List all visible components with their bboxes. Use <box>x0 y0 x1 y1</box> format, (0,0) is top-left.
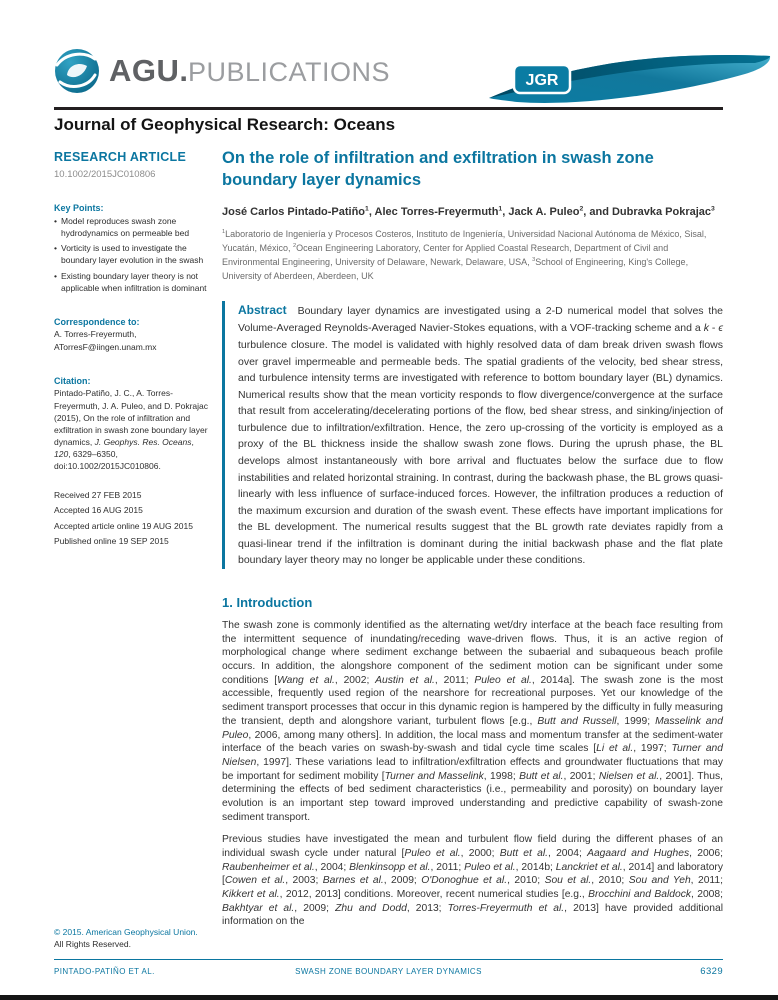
intro-paragraph-2: Previous studies have investigated the mean and turbulent flow field during the different phases of an individual swash cycle under natural [Puleo et al., 2000; Butt et al., 2004; Aagaard and Hughes, 2006; Raubenheimer et al., 2004; Blenkinsopp et al., 2011; Puleo et al., 2014b; Lanckriet et al., 2014] and laboratory [Cowen et al., 2003; Barnes et al., 2009; O'Donoghue et al., 2010; Sou et al., 2010; Sou and Yeh, 2011; Kikkert et al., 2012, 2013] conditions. Moreover, recent numerical studies [e.g., Brocchini and Baldock, 2008; Bakhtyar et al., 2009; Zhu and Dodd, 2013; Torres-Freyermuth et al., 2013] have provided additional information on the <box>222 834 724 928</box>
footer-page-number: 6329 <box>700 966 723 977</box>
key-point-item: • Model reproduces swash zone hydrodynamics on permeable bed <box>54 216 209 239</box>
author-list: José Carlos Pintado-Patiño$^1$, Alec Torres-Freyermuth$^1$, Jack A. Puleo$^2$, and Dubravka Pokrajac$^3$ <box>222 204 715 218</box>
abstract-text: Boundary layer dynamics are investigated using a 2-D numerical model that solves the Volume-Averaged Reynolds-Averaged Navier-Stokes equations, with a VOF-tracking scheme and a k - ϵ turbulence closure. The model is validated with highly resolved data of dam break driven swash flows over gravel impermeable and permeable beds. The spatial gradients of the velocity, bed shear stress, and turbulence intensity terms are investigated with reference to bottom boundary layer (BL) dynamics. Numerical results show that the mean vorticity responds to flow divergence/convergence at the surface that result from accelerating/decelerating portions of the flow, bed shear stress, and sinking/injection of turbulence due to infiltration/exfiltration. Hence, the zero up-crossing of the vorticity is employed as a proxy of the BL thickness inside the shallow swash zone flows. During the uprush phase, the BL develops almost instantaneously with bore arrival and fluctuates below the surface due to flow instabilities and related horizontal straining. In contrast, during the backwash phase, the BL grows quasi-linearly with less influence of surface-induced forces. However, the infiltration produces a reduction of the maximum excursion and duration of the swash event. These effects have important implications for the BL development. The numerical results suggest that the BL growth rate deviates rapidly from a quasi-linear trend if the infiltration is dominant during the initial backwash phase and the flat plate boundary layer theory may no longer be applicable under these conditions. <box>238 305 724 567</box>
journal-title-rule <box>54 107 723 110</box>
footer-rule <box>54 959 723 960</box>
published-online-date: Published online 19 SEP 2015 <box>54 536 169 547</box>
abstract-section <box>222 301 723 569</box>
correspondence-name: A. Torres-Freyermuth, <box>54 329 137 340</box>
footer-running-title: SWASH ZONE BOUNDARY LAYER DYNAMICS <box>295 967 482 976</box>
article-history <box>54 488 209 549</box>
accepted-date: Accepted 16 AUG 2015 <box>54 505 143 516</box>
publications-name: PUBLICATIONS <box>188 57 391 87</box>
article-type-label: RESEARCH ARTICLE <box>54 150 187 164</box>
bottom-edge-bar <box>0 995 778 1000</box>
key-point-item: • Existing boundary layer theory is not applicable when infiltration is dominant <box>54 271 209 294</box>
key-points-heading: Key Points: <box>54 203 104 213</box>
introduction-heading: 1. Introduction <box>222 595 313 611</box>
doi: 10.1002/2015JC010806 <box>54 169 156 180</box>
intro-paragraph-1: The swash zone is commonly identified as the alternating wet/dry interface at the beach face resulting from the intermittent sequence of inundating/receding wave-driven flows. Thus, it is an active region of morphological change where sediment exchange between the subaerial and subaqueous beach profile occurs. In addition, the alongshore component of the sediment motion can be significant under some conditions [Wang et al., 2002; Austin et al., 2011; Puleo et al., 2014a]. The swash zone is the most accessible, frequently used region of the nearshore for recreational purposes. Yet our knowledge of the sediment transport processes that occur in this dynamic region is hampered by the difficulty in fully measuring the transient, depth and alongshore variant, turbulent flows [e.g., Butt and Russell, 1999; Masselink and Puleo, 2006, among many others]. In addition, the local mass and momentum transfer at the sediment-water interface of the beach varies on swash-by-swash and tidal cycle time scales [Li et al., 1997; Turner and Nielsen, 1997]. These variations lead to infiltration/exfiltration effects and groundwater fluctuations that may be important for sediment mobility [Turner and Masselink, 1998; Butt et al., 2001; Nielsen et al., 2001]. Thus, determining the effects of bed sediment characteristics (i.e., permeability and porosity) on boundary layer evolution is an important step toward improved understanding and predictive capability of swash-zone sediment transport. <box>222 620 723 823</box>
correspondence-email[interactable]: ATorresF@iingen.unam.mx <box>54 342 157 353</box>
jgr-swoosh-icon <box>487 50 772 106</box>
accepted-online-date: Accepted article online 19 AUG 2015 <box>54 520 193 531</box>
received-date: Received 27 FEB 2015 <box>54 489 142 500</box>
agu-wordmark <box>109 53 390 89</box>
footer-authors: PINTADO-PATIÑO ET AL. <box>54 967 155 976</box>
affiliation-list: $^1$Laboratorio de Ingeniería y Procesos Costeros, Instituto de Ingeniería, Universidad Nacional Autónoma de México, Sisal, Yucatán, México, $^2$Ocean Engineering Laboratory, Center for Applied Coastal Research, Department of Civil and Environmental Engineering, University of Delaware, Newark, Delaware, USA, $^3$School of Engineering, King's College, University of Aberdeen, Aberdeen, UK <box>222 228 707 282</box>
wordmark-separator: . <box>179 53 189 88</box>
jgr-badge-label: JGR <box>525 72 559 89</box>
citation-text: Pintado-Patiño, J. C., A. Torres-Freyermuth, J. A. Puleo, and D. Pokrajac (2015), On the role of infiltration and exfiltration in swash zone boundary layer dynamics, J. Geophys. Res. Oceans, 120, 6329–6350, doi:10.1002/2015JC010806. <box>54 388 209 471</box>
agu-logo <box>54 48 390 94</box>
citation-heading: Citation: <box>54 376 91 387</box>
abstract-paragraph <box>238 301 723 569</box>
copyright-line1: © 2015. American Geophysical Union. <box>54 927 198 937</box>
key-points-list <box>54 216 209 294</box>
agu-globe-icon <box>54 48 100 94</box>
article-body <box>222 148 723 929</box>
copyright-notice <box>54 926 219 951</box>
key-point-item: • Vorticity is used to investigate the boundary layer evolution in the swash <box>54 243 209 266</box>
jgr-badge <box>514 65 570 93</box>
abstract-label: Abstract <box>238 303 287 318</box>
sidebar <box>54 150 209 549</box>
copyright-line2: All Rights Reserved. <box>54 939 132 950</box>
footer <box>54 966 723 977</box>
article-title: On the role of infiltration and exfiltration in swash zone boundary layer dynamics <box>222 149 654 189</box>
journal-title: Journal of Geophysical Research: Oceans <box>54 115 396 134</box>
correspondence-heading: Correspondence to: <box>54 317 140 328</box>
agu-name: AGU <box>109 53 180 88</box>
